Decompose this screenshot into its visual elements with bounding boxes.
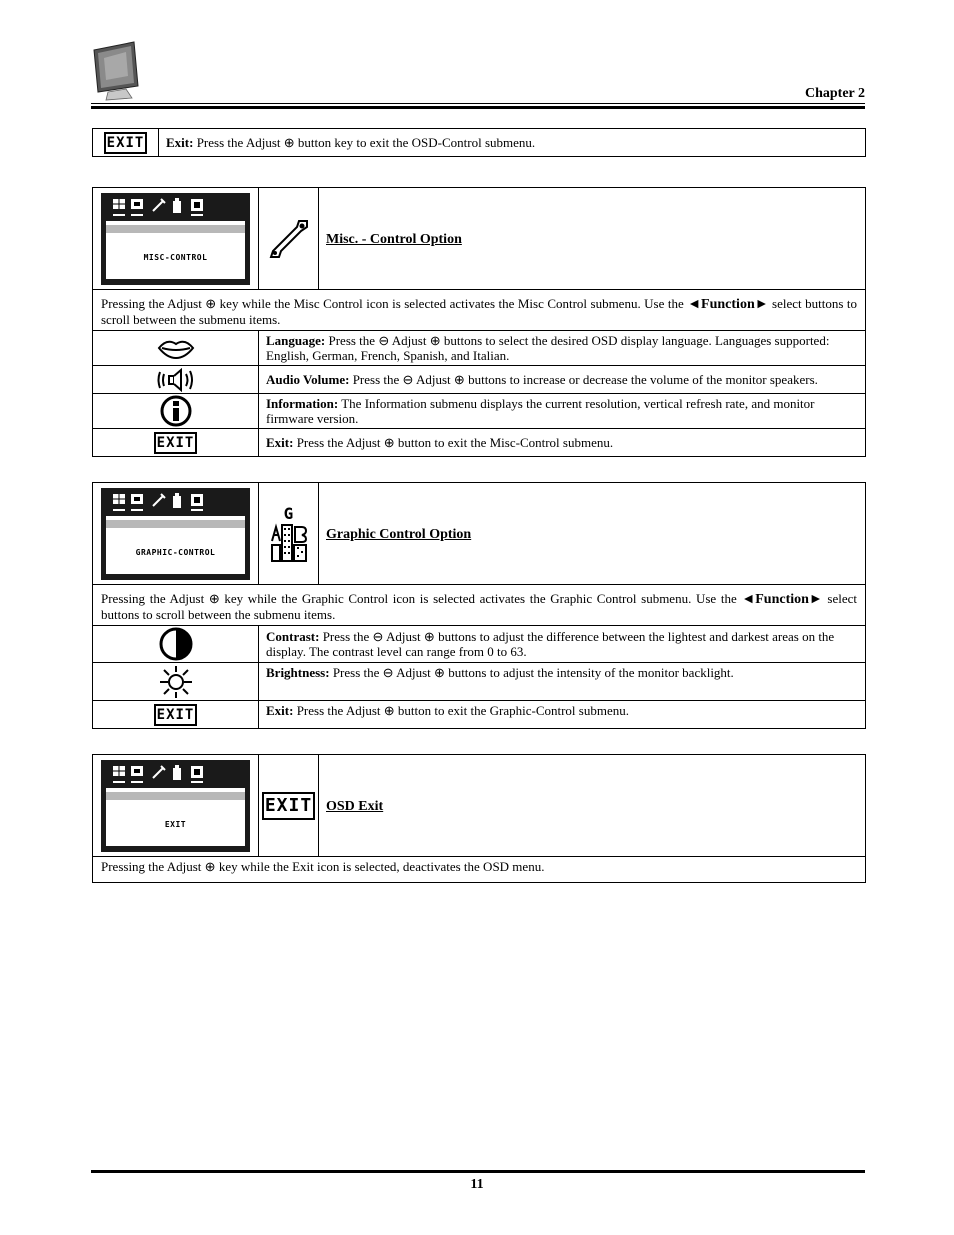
section-title: OSD Exit [326, 798, 384, 814]
language-description: Language: Press the ⊖ Adjust ⊕ buttons to select the desired OSD display language. Languages supported: English, German, French, Spanish, and Italian. [259, 331, 866, 366]
lips-icon [157, 336, 195, 360]
misc-exit-description: Exit: Press the Adjust ⊕ button to exit the Misc-Control submenu. [259, 429, 866, 457]
header-rule-bottom [91, 106, 865, 109]
osd-screen-label: GRAPHIC-CONTROL [135, 548, 216, 557]
info-icon-cell [93, 394, 259, 429]
graphic-control-icon: G [270, 505, 308, 563]
contrast-description: Contrast: Press the ⊖ Adjust ⊕ buttons to adjust the difference between the lightest and darkest areas on the display. The contrast level can range from 0 to 63. [259, 626, 866, 663]
exit-icon: EXIT [262, 792, 315, 820]
misc-icon-cell [259, 188, 319, 290]
speaker-icon [156, 368, 196, 392]
osd-screen-label: EXIT [164, 820, 187, 829]
osd-control-exit-description: Exit: Press the Adjust ⊕ button key to exit the OSD-Control submenu. [159, 129, 866, 157]
plus-button-icon: ⊕ [283, 135, 295, 150]
minus-button-icon: ⊖ [382, 665, 394, 680]
osd-exit-icon-cell [259, 755, 319, 857]
graphic-icon-cell [259, 483, 319, 585]
graphic-title-cell [319, 483, 866, 585]
section-title: Misc. - Control Option [326, 231, 462, 247]
misc-title-cell [319, 188, 866, 290]
graphic-intro: Pressing the Adjust ⊕ key while the Graphic Control icon is selected activates the Graphic Control submenu. Use the ◄Function► select buttons to scroll between the submenu items. [93, 585, 866, 626]
plus-button-icon: ⊕ [434, 665, 445, 680]
osd-screen-image [101, 488, 250, 580]
osd-menu-icons [111, 492, 231, 514]
chapter-heading: Chapter 2 [804, 86, 865, 101]
speaker-icon-cell [93, 366, 259, 394]
information-description: Information: The Information submenu displays the current resolution, vertical refresh rate, and monitor firmware version. [259, 394, 866, 429]
plus-button-icon: ⊕ [383, 435, 395, 450]
misc-control-table [92, 187, 866, 457]
lips-icon-cell [93, 331, 259, 366]
osd-menu-icons [111, 764, 231, 786]
misc-intro: Pressing the Adjust ⊕ key while the Misc Control icon is selected activates the Misc Control submenu. Use the ◄Function► select buttons to scroll between the submenu items. [93, 290, 866, 331]
function-keys-label: ◄Function► [687, 297, 769, 312]
exit-osd-screen-cell [93, 755, 259, 857]
minus-button-icon: ⊖ [372, 629, 384, 644]
osd-screen-label: MISC-CONTROL [143, 253, 208, 262]
osd-menu-icons [111, 197, 231, 219]
function-keys-label: ◄Function► [741, 592, 823, 607]
exit-icon-cell [93, 129, 159, 157]
brightness-icon [157, 664, 195, 700]
exit-icon: EXIT [154, 704, 198, 726]
exit-icon-cell [93, 429, 259, 457]
osd-screen-image [101, 760, 250, 852]
osd-exit-description: Pressing the Adjust ⊕ key while the Exit icon is selected, deactivates the OSD menu. [93, 857, 866, 883]
brightness-icon-cell [93, 663, 259, 701]
audio-volume-description: Audio Volume: Press the ⊖ Adjust ⊕ buttons to increase or decrease the volume of the monitor speakers. [259, 366, 866, 394]
exit-icon: EXIT [104, 132, 148, 154]
plus-button-icon: ⊕ [423, 629, 435, 644]
plus-button-icon: ⊕ [453, 372, 465, 387]
contrast-icon-cell [93, 626, 259, 663]
plus-button-icon: ⊕ [204, 859, 216, 874]
minus-button-icon: ⊖ [378, 333, 390, 348]
minus-button-icon: ⊖ [402, 372, 414, 387]
page-number: 11 [470, 1177, 484, 1192]
footer-rule [91, 1170, 865, 1173]
plus-button-icon: ⊕ [208, 591, 220, 606]
osd-exit-table [92, 754, 866, 883]
contrast-icon [159, 627, 193, 661]
monitor-logo [92, 40, 142, 102]
osd-control-exit-table [92, 128, 866, 157]
exit-icon-cell [93, 701, 259, 729]
osd-screen-image [101, 193, 250, 285]
misc-osd-screen-cell [93, 188, 259, 290]
plus-button-icon: ⊕ [205, 296, 217, 311]
brightness-description: Brightness: Press the ⊖ Adjust ⊕ buttons to adjust the intensity of the monitor backlight. [259, 663, 866, 701]
plus-button-icon: ⊕ [429, 333, 441, 348]
wrench-icon [267, 217, 311, 261]
plus-button-icon: ⊕ [383, 703, 395, 718]
graphic-exit-description: Exit: Press the Adjust ⊕ button to exit the Graphic-Control submenu. [259, 701, 866, 729]
graphic-osd-screen-cell [93, 483, 259, 585]
osd-exit-title-cell [319, 755, 866, 857]
graphic-control-table [92, 482, 866, 729]
info-icon [160, 395, 192, 427]
section-title: Graphic Control Option [326, 526, 472, 542]
header-rule-top [91, 103, 865, 104]
exit-icon: EXIT [154, 432, 198, 454]
